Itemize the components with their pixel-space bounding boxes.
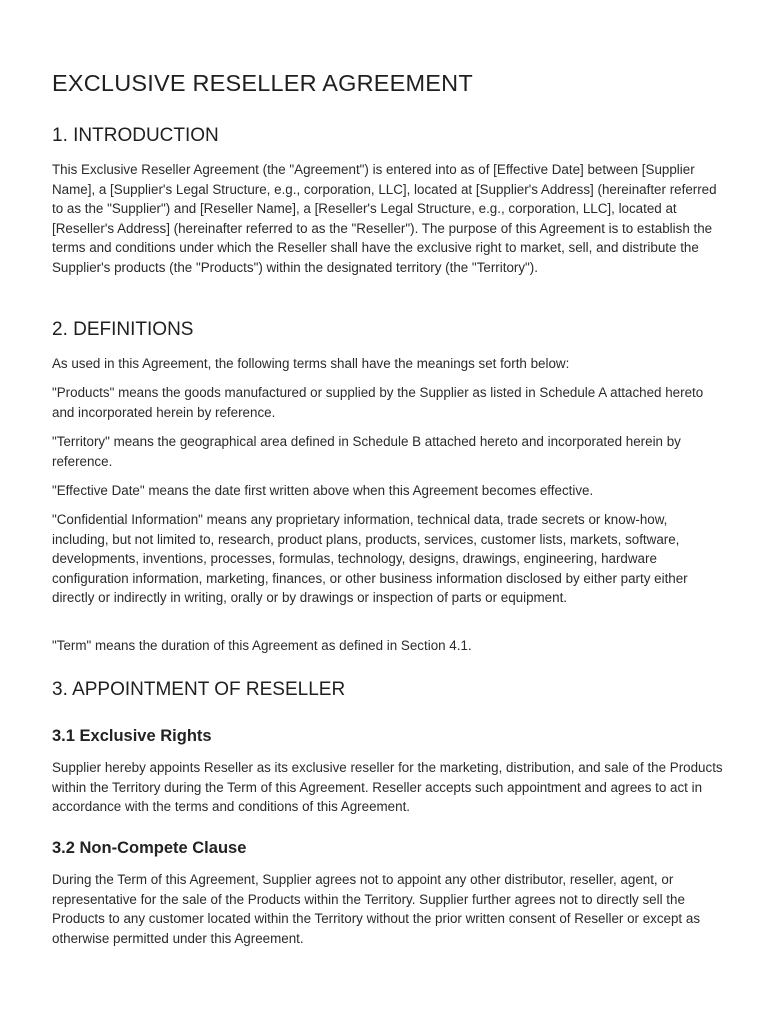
section-heading-appointment: 3. APPOINTMENT OF RESELLER (52, 679, 346, 700)
subsection-heading-exclusive-rights: 3.1 Exclusive Rights (52, 727, 212, 745)
definitions-intro: As used in this Agreement, the following terms shall have the meanings set forth below: (52, 356, 570, 371)
definition-confidential-information: "Confidential Information" means any proprietary information, technical data, trade secrets or know-how, including, but not limited to, research, product plans, products, services, customer lists, markets, software, developments, inventions, processes, formulas, technology, designs, drawings, engineering, hardware configuration information, marketing, finances, or other business information disclosed by either party either directly or indirectly in writing, orally or by drawings or inspection of parts or equipment. (52, 512, 688, 606)
non-compete-paragraph: During the Term of this Agreement, Supplier agrees not to appoint any other distributor, reseller, agent, or representative for the sale of the Products within the Territory. Supplier further agrees not to directly sell the Products to any customer located within the Territory without the prior written consent of Reseller or except as otherwise permitted under this Agreement. (52, 872, 701, 946)
definition-products: "Products" means the goods manufactured or supplied by the Supplier as listed in Schedule A attached hereto and incorporated herein by reference. (52, 385, 704, 420)
introduction-paragraph: This Exclusive Reseller Agreement (the "Agreement") is entered into as of [Effective Date] between [Supplier Name], a [Supplier's Legal Structure, e.g., corporation, LLC], located at [Supplier's Address] (hereinafter referred to as the "Supplier") and [Reseller Name], a [Reseller's Legal Structure, e.g., corporation, LLC], located at [Reseller's Address] (hereinafter referred to as the "Reseller"). The purpose of this Agreement is to establish the terms and conditions under which the Reseller shall have the exclusive right to market, sell, and distribute the Supplier's products (the "Products") within the designated territory (the "Territory"). (52, 162, 717, 275)
document-title: EXCLUSIVE RESELLER AGREEMENT (52, 70, 473, 96)
definition-effective-date: "Effective Date" means the date first written above when this Agreement becomes effective. (52, 483, 594, 498)
definition-territory: "Territory" means the geographical area defined in Schedule B attached hereto and incorporated herein by reference. (52, 434, 681, 469)
subsection-heading-non-compete: 3.2 Non-Compete Clause (52, 839, 247, 857)
definition-term: "Term" means the duration of this Agreement as defined in Section 4.1. (52, 638, 472, 653)
exclusive-rights-paragraph: Supplier hereby appoints Reseller as its exclusive reseller for the marketing, distribution, and sale of the Products within the Territory during the Term of this Agreement. Reseller accepts such appointment and agrees to act in accordance with the terms and conditions of this Agreement. (52, 760, 723, 815)
section-heading-definitions: 2. DEFINITIONS (52, 319, 194, 340)
section-heading-introduction: 1. INTRODUCTION (52, 125, 219, 146)
